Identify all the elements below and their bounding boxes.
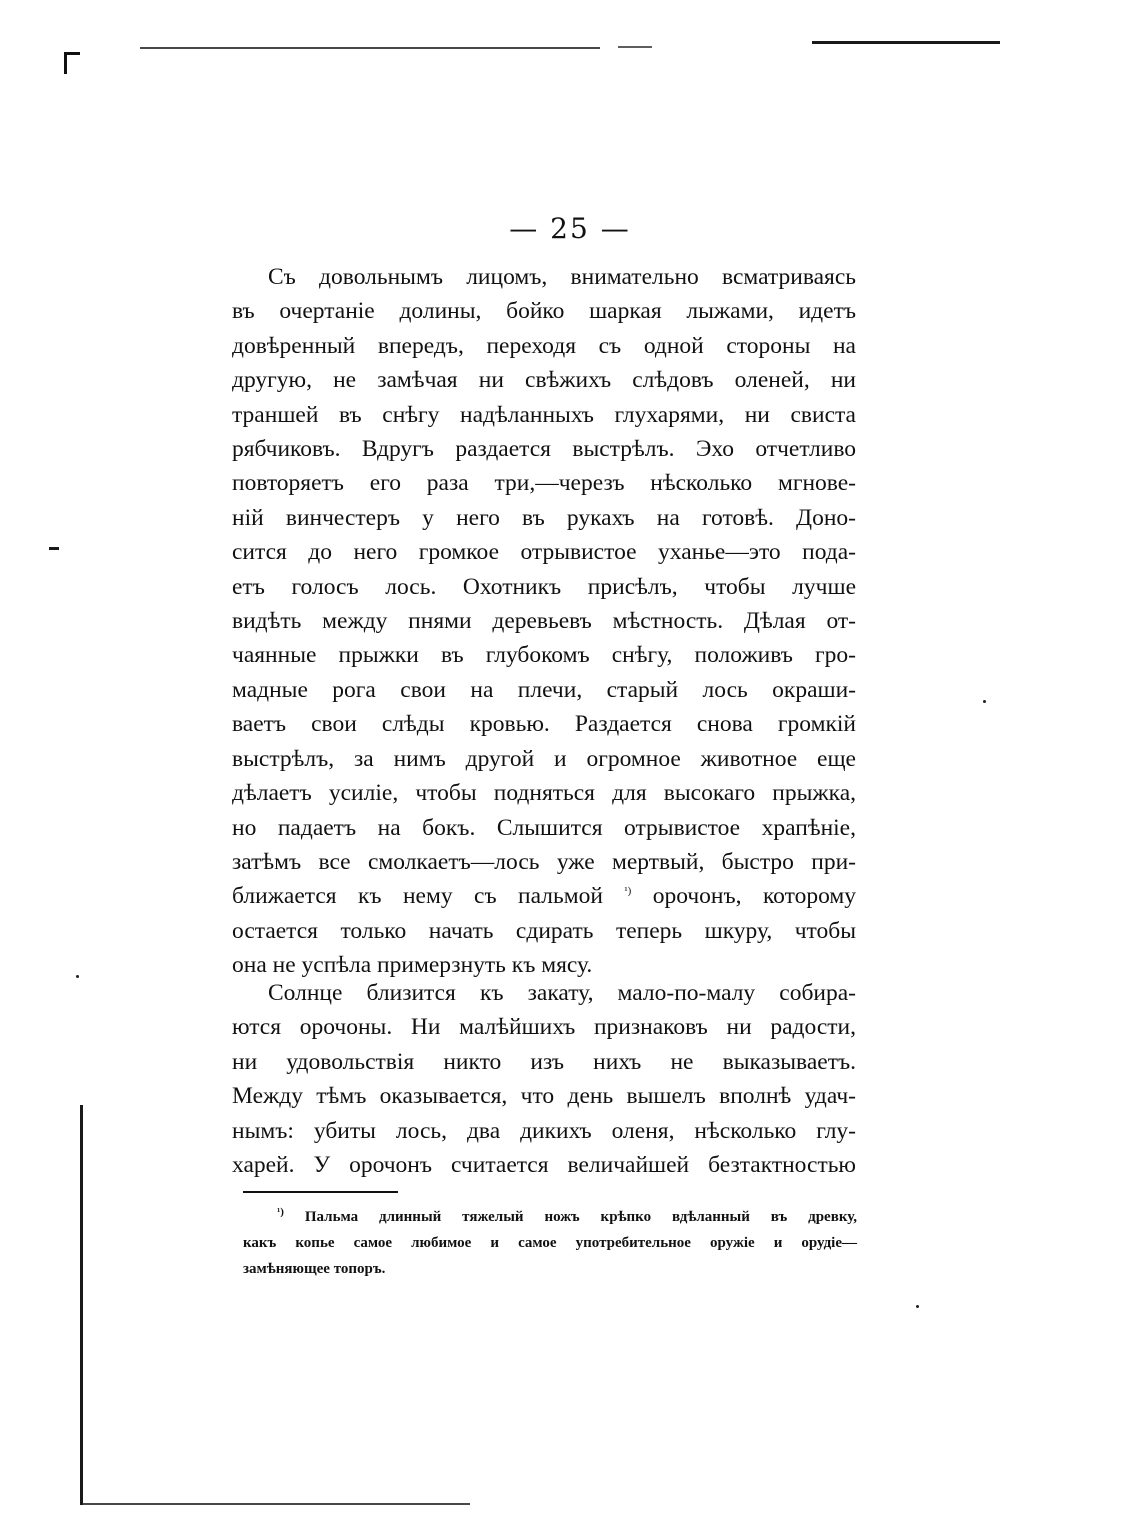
text-line: ни удовольствія никто изъ нихъ не выказываетъ. bbox=[232, 1048, 856, 1075]
footnote-marker: ¹) bbox=[277, 1206, 284, 1218]
text-line-head: ближается къ нему съ пальмой bbox=[232, 883, 603, 910]
corner-scan-mark bbox=[64, 52, 80, 74]
text-line: она не успѣла примерзнуть къ мясу. bbox=[232, 952, 593, 979]
footnote-line: замѣняющее топоръ. bbox=[243, 1261, 386, 1277]
page-number: — 25 — bbox=[509, 212, 631, 245]
footnote-line: какъ копье самое любимое и самое употребительное оружіе и орудіе— bbox=[243, 1235, 857, 1251]
text-line: дѣлаетъ усиліе, чтобы подняться для высокаго прыжка, bbox=[232, 780, 856, 807]
text-line: Съ довольнымъ лицомъ, внимательно всматриваясь bbox=[268, 264, 856, 290]
top-scan-line bbox=[140, 47, 600, 49]
text-line: ваетъ свои слѣды кровью. Раздается снова громкій bbox=[232, 711, 856, 738]
footnote-line bbox=[243, 1204, 857, 1230]
top-right-scan-line bbox=[812, 41, 1000, 44]
scan-speck bbox=[916, 1305, 919, 1308]
text-line: въ очертаніе долины, бойко шаркая лыжами, идетъ bbox=[232, 298, 856, 325]
text-line: ній винчестеръ у него въ рукахъ на готовѣ. Доно- bbox=[232, 504, 856, 531]
footnote-reference: ¹) bbox=[624, 885, 632, 898]
text-line: траншей въ снѣгу надѣланныхъ глухарями, ни свиста bbox=[232, 401, 856, 428]
top-scan-line-short bbox=[618, 46, 652, 48]
text-line-tail: орочонъ, которому bbox=[652, 883, 856, 910]
footnote-line-text: Пальма длинный тяжелый ножъ крѣпко вдѣланный въ древку, bbox=[304, 1209, 857, 1225]
text-line: харей. У орочонъ считается величайшей безтактностью bbox=[232, 1152, 856, 1179]
text-line: мадные рога свои на плечи, старый лось окраши- bbox=[232, 676, 856, 703]
left-dash-mark bbox=[49, 547, 59, 550]
text-line: повторяетъ его раза три,—черезъ нѣсколько мгнове- bbox=[232, 470, 856, 497]
text-line: другую, не замѣчая ни свѣжихъ слѣдовъ оленей, ни bbox=[232, 367, 856, 394]
text-line-with-footnote bbox=[232, 879, 856, 913]
text-line: но падаетъ на бокъ. Слышится отрывистое храпѣніе, bbox=[232, 814, 856, 841]
left-scan-border bbox=[80, 1105, 83, 1505]
text-line: выстрѣлъ, за нимъ другой и огромное животное еще bbox=[232, 745, 856, 772]
text-line: рябчиковъ. Вдругъ раздается выстрѣлъ. Эхо отчетливо bbox=[232, 436, 856, 463]
paragraph-2 bbox=[232, 976, 856, 1182]
text-line: етъ голосъ лось. Охотникъ присѣлъ, чтобы лучше bbox=[232, 573, 856, 600]
text-line: чаянные прыжки въ глубокомъ снѣгу, положивъ гро- bbox=[232, 642, 856, 669]
text-line: Солнце близится къ закату, мало-по-малу собира- bbox=[268, 980, 856, 1006]
scan-speck bbox=[983, 700, 986, 703]
paragraph-1 bbox=[232, 260, 856, 983]
text-line: сится до него громкое отрывистое уханье—это пода- bbox=[232, 539, 856, 566]
text-line: затѣмъ все смолкаетъ—лось уже мертвый, быстро при- bbox=[232, 848, 856, 875]
footnote-divider bbox=[243, 1191, 398, 1193]
text-line: довѣренный впередъ, переходя съ одной стороны на bbox=[232, 332, 856, 359]
scan-speck bbox=[76, 975, 79, 978]
footnote bbox=[243, 1204, 857, 1282]
text-line: Между тѣмъ оказывается, что день вышелъ вполнѣ удач- bbox=[232, 1083, 856, 1110]
text-line: остается только начать сдирать теперь шкуру, чтобы bbox=[232, 917, 856, 944]
text-line: нымъ: убиты лось, два дикихъ оленя, нѣсколько глу- bbox=[232, 1117, 856, 1144]
bottom-scan-line bbox=[80, 1503, 470, 1505]
text-line: ются орочоны. Ни малѣйшихъ признаковъ ни радости, bbox=[232, 1014, 856, 1041]
text-line: видѣть между пнями деревьевъ мѣстность. Дѣлая от- bbox=[232, 608, 856, 635]
